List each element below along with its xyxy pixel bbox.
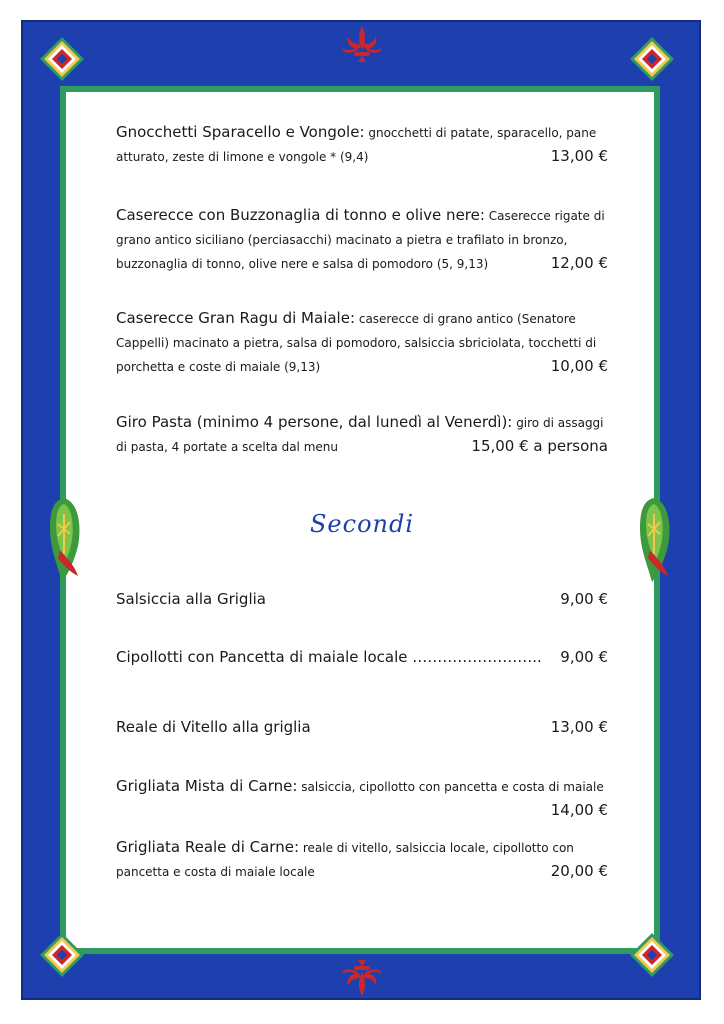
item-price: 9,00 € xyxy=(554,645,608,669)
item-price: 13,00 € xyxy=(545,715,608,739)
item-name: Caserecce con Buzzonaglia di tonno e olive nere: xyxy=(116,206,485,224)
menu-item xyxy=(116,587,608,611)
menu-item xyxy=(116,410,608,458)
fleur-de-lis-icon xyxy=(340,958,384,998)
diamond-tile-icon xyxy=(39,932,85,978)
item-description: reale di vitello, salsiccia locale, cipollotto con pancetta e costa di maiale locale xyxy=(116,841,574,879)
item-name: Grigliata Mista di Carne: xyxy=(116,777,298,795)
item-price: 12,00 € xyxy=(545,251,608,275)
chili-pepper-icon xyxy=(44,494,84,586)
menu-item xyxy=(116,774,608,822)
menu-item xyxy=(116,203,608,275)
item-description: Caserecce rigate di grano antico siciliano (perciasacchi) macinato a pietra e trafilato in bronzo, buzzonaglia di tonno, olive nere e salsa di pomodoro (5, 9,13) xyxy=(116,209,605,271)
item-price: 13,00 € xyxy=(545,144,608,168)
item-price: 9,00 € xyxy=(554,587,608,611)
item-name: Giro Pasta (minimo 4 persone, dal lunedì al Venerdì): xyxy=(116,413,513,431)
item-price: 10,00 € xyxy=(545,354,608,378)
menu-item xyxy=(116,120,608,168)
menu-item xyxy=(116,645,608,669)
section-title-secondi: Secondi xyxy=(309,510,415,538)
item-description: caserecce di grano antico (Senatore Cappelli) macinato a pietra, salsa di pomodoro, salsiccia sbriciolata, tocchetti di porchetta e coste di maiale (9,13) xyxy=(116,312,597,374)
diamond-tile-icon xyxy=(39,36,85,82)
diamond-tile-icon xyxy=(629,36,675,82)
menu-item xyxy=(116,835,608,883)
diamond-tile-icon xyxy=(629,932,675,978)
item-price: 14,00 € xyxy=(545,798,608,822)
fleur-de-lis-icon xyxy=(340,24,384,64)
item-name: Reale di Vitello alla griglia xyxy=(116,718,311,736)
item-description: giro di assaggi di pasta, 4 portate a scelta dal menu xyxy=(116,416,604,454)
item-name: Cipollotti con Pancetta di maiale locale …………………….. xyxy=(116,648,542,666)
menu-item xyxy=(116,306,608,378)
menu-item xyxy=(116,715,608,739)
item-name: Gnocchetti Sparacello e Vongole: xyxy=(116,123,365,141)
item-price: 15,00 € a persona xyxy=(465,434,608,458)
item-description: salsiccia, cipollotto con pancetta e costa di maiale xyxy=(301,780,604,794)
item-price: 20,00 € xyxy=(545,859,608,883)
item-name: Grigliata Reale di Carne: xyxy=(116,838,299,856)
item-name: Salsiccia alla Griglia xyxy=(116,590,266,608)
chili-pepper-icon xyxy=(634,494,674,586)
item-description: gnocchetti di patate, sparacello, pane atturato, zeste di limone e vongole * (9,4) xyxy=(116,126,597,164)
item-name: Caserecce Gran Ragu di Maiale: xyxy=(116,309,356,327)
